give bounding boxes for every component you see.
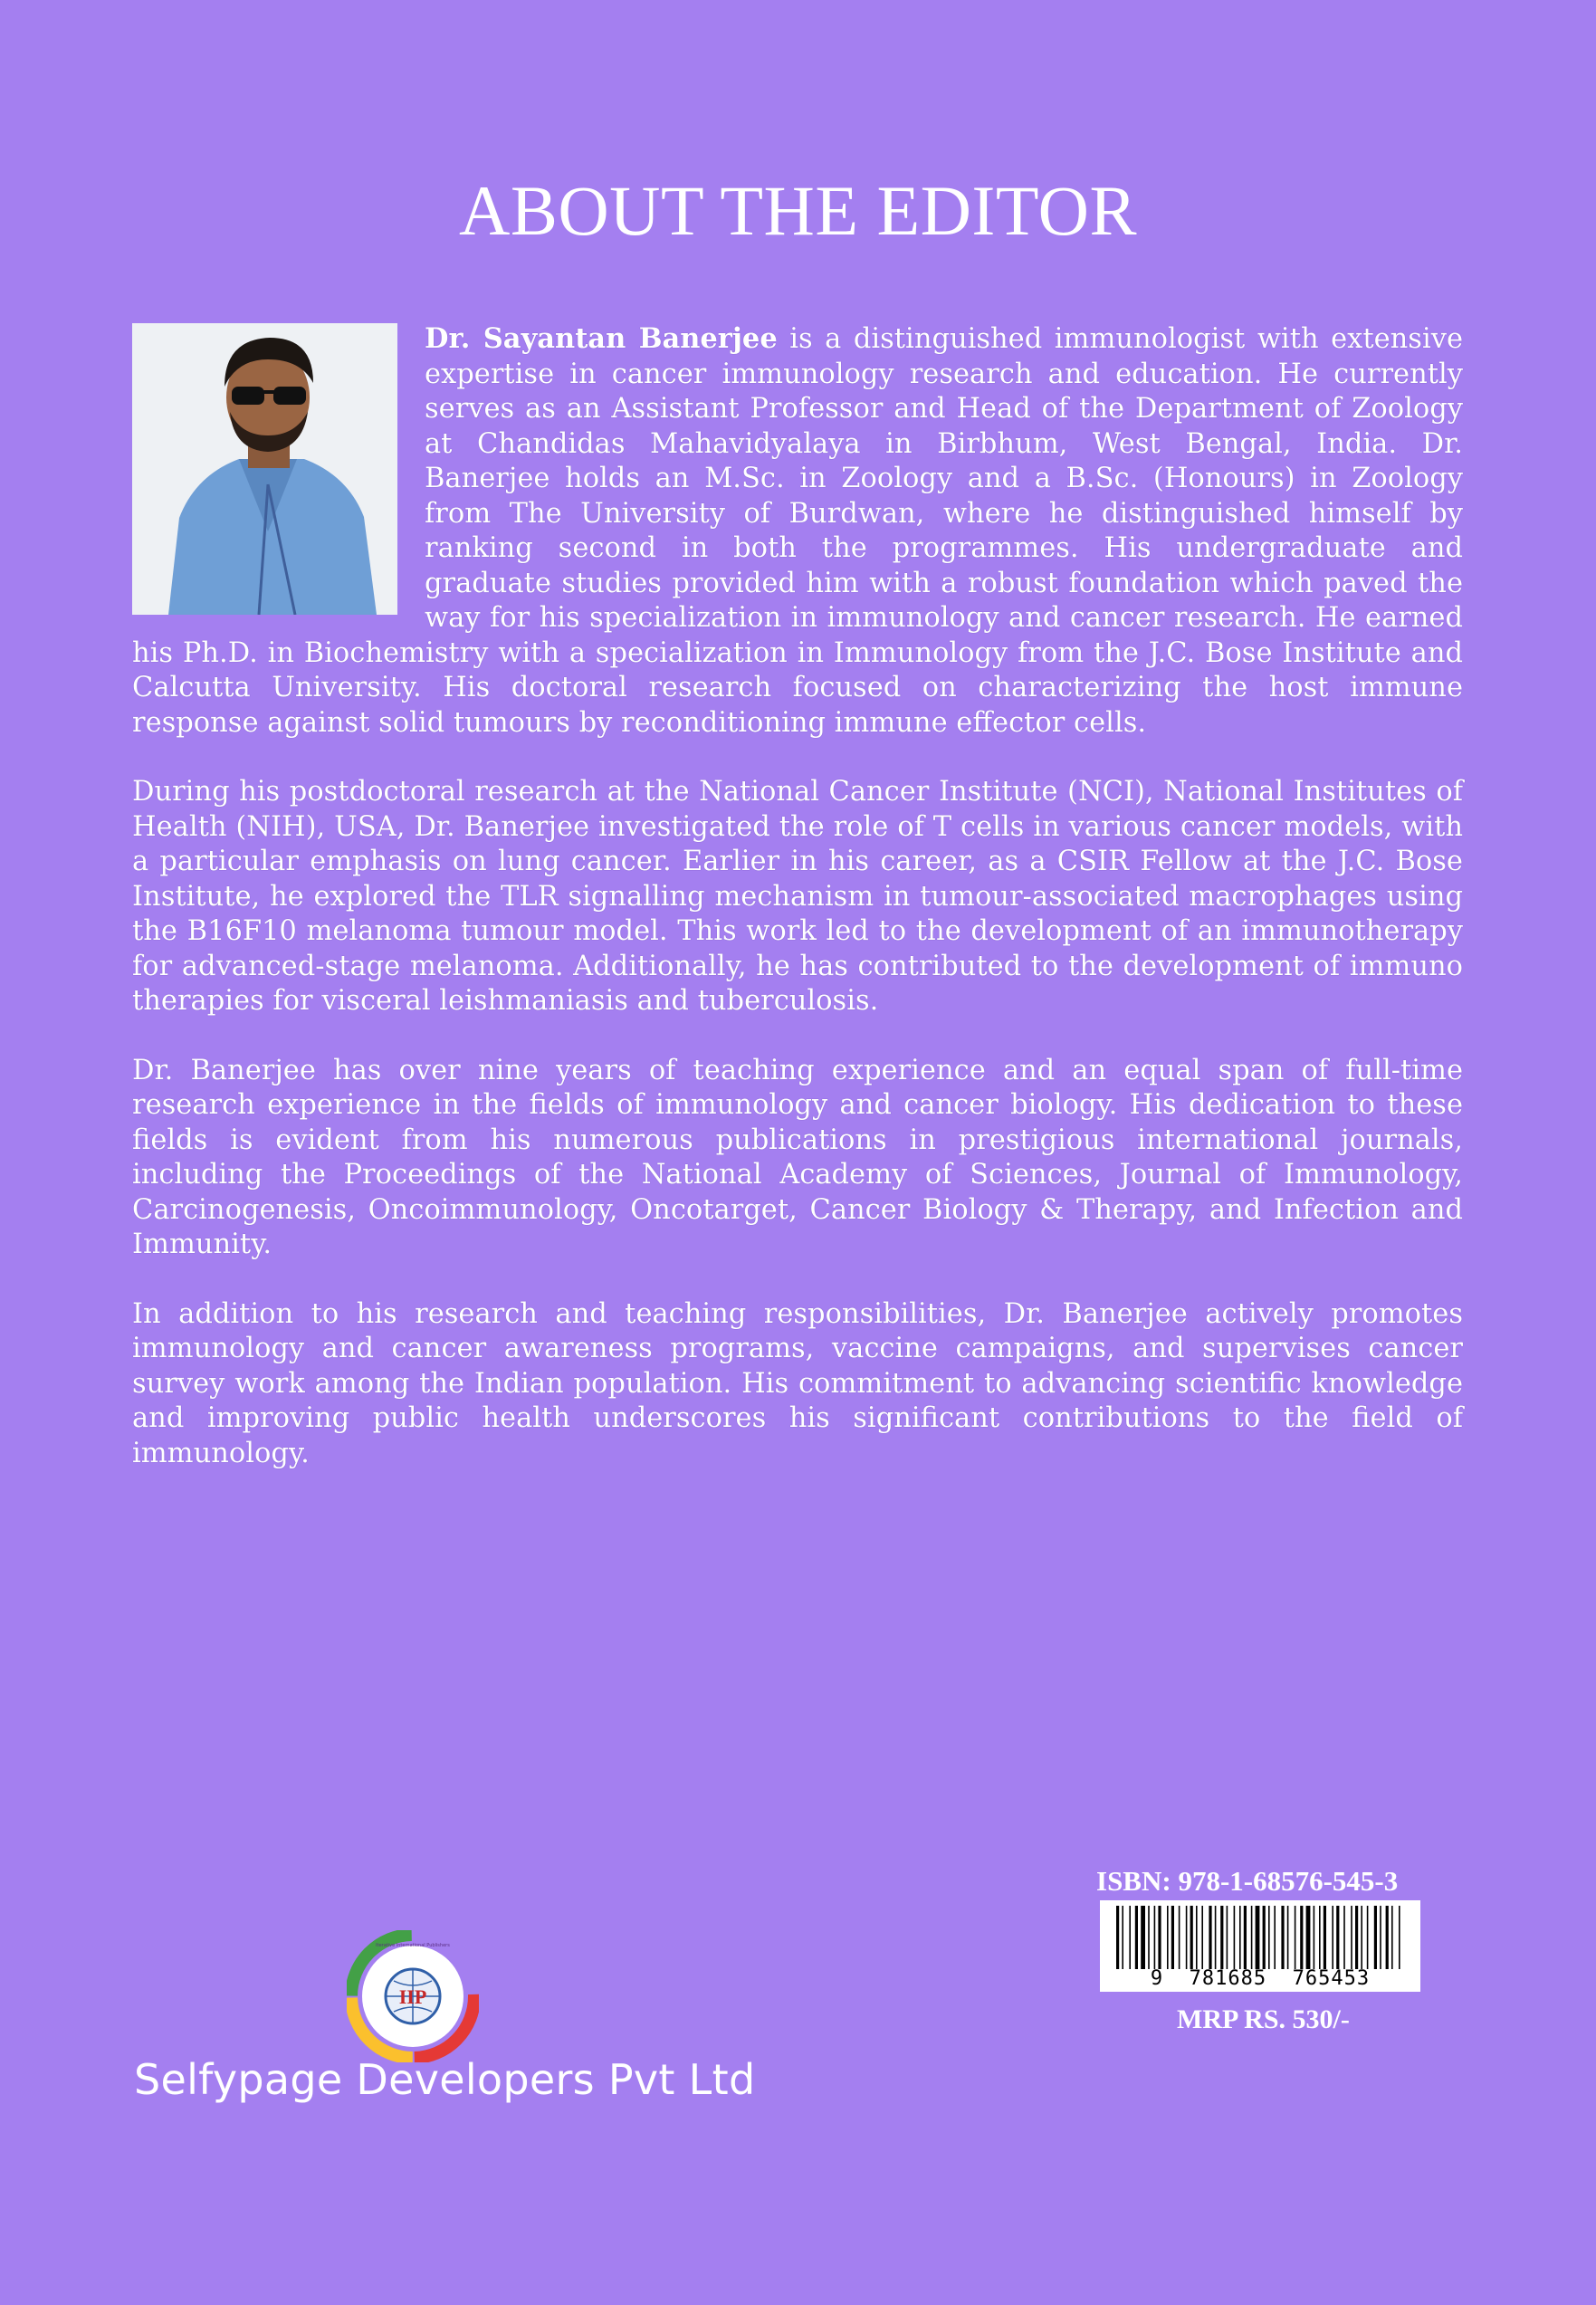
- barcode-bar: [1367, 1906, 1369, 1969]
- barcode-digits: 9 781685 765453: [1150, 1967, 1371, 1990]
- publisher-logo: [347, 1930, 479, 2062]
- barcode-bar: [1244, 1906, 1247, 1969]
- bio-paragraph-4: In addition to his research and teaching responsibilities, Dr. Banerjee actively promotes immunology and cancer awareness programs, vaccine campaigns, and supervises cancer survey work among the Indian population. His commitment to advancing scientific knowledge and improving public health underscores his significant contributions to the field of immunology.: [132, 1297, 1463, 1469]
- barcode-bar: [1171, 1906, 1174, 1969]
- barcode-bar: [1374, 1906, 1377, 1969]
- barcode-bar: [1116, 1906, 1119, 1969]
- barcode-bar: [1227, 1906, 1228, 1969]
- barcode-bar: [1186, 1906, 1188, 1969]
- bio-paragraph-1: [132, 321, 1463, 741]
- barcode-bar: [1263, 1906, 1266, 1969]
- barcode-bar: [1343, 1906, 1345, 1969]
- barcode-bar: [1399, 1906, 1400, 1969]
- isbn-barcode: [1100, 1900, 1420, 1992]
- barcode-bar: [1306, 1906, 1311, 1969]
- barcode-bar: [1295, 1906, 1296, 1969]
- barcode-bar: [1281, 1906, 1284, 1969]
- barcode-bars: [1100, 1906, 1420, 1976]
- barcode-bar: [1251, 1906, 1253, 1969]
- bio-paragraph-3: Dr. Banerjee has over nine years of teaching experience and an equal span of full-time research experience in the fields of immunology and cancer biology. His dedication to these fields is evident from his numerous publications in prestigious international journals, including the Proceedings of the National Academy of Sciences, Journal of Immunology, Carcinogenesis, Oncoimmunology, Oncotarget, Cancer Biology & Therapy, and Infection and Immunity.: [132, 1054, 1463, 1260]
- barcode-bar: [1122, 1906, 1123, 1969]
- barcode-bar: [1268, 1906, 1270, 1969]
- barcode-bar: [1220, 1906, 1223, 1969]
- price-label: MRP RS. 530/-: [1177, 2004, 1350, 2034]
- barcode-bar: [1380, 1906, 1381, 1969]
- logo-ring-text: Iterative International Publishers: [376, 1943, 450, 1948]
- barcode-bar: [1391, 1906, 1393, 1969]
- barcode-bar: [1332, 1906, 1333, 1969]
- barcode-bar: [1234, 1906, 1236, 1969]
- barcode-bar: [1386, 1906, 1389, 1969]
- barcode-bar: [1287, 1906, 1289, 1969]
- barcode-bar: [1324, 1906, 1326, 1969]
- barcode-bar: [1336, 1906, 1339, 1969]
- bio-paragraph-1-text: is a distinguished immunologist with extensive expertise in cancer immunology research and education. He currently serves as an Assistant Professor and Head of the Department of Zoology at Chandidas Mahavidyalaya in Birbhum, West Bengal, India. Dr. Banerjee holds an M.Sc. in Zoology and a B.Sc. (Honours) in Zoology from The University of Burdwan, where he distinguished himself by ranking second in both the programmes. His undergraduate and graduate studies provided him with a robust foundation which paved the way for his specialization in immunology and cancer research. He earned his Ph.D. in Biochemistry with a specialization in Immunology from the J.C. Bose Institute and Calcutta University. His doctoral research focused on characterizing the host immune response against solid tumours by reconditioning immune effector cells.: [132, 323, 1463, 739]
- barcode-bar: [1319, 1906, 1321, 1969]
- barcode-bar: [1201, 1906, 1203, 1969]
- barcode-bar: [1158, 1906, 1161, 1969]
- barcode-bar: [1209, 1906, 1211, 1969]
- barcode-bar: [1314, 1906, 1315, 1969]
- barcode-bar: [1167, 1906, 1169, 1969]
- barcode-bar: [1129, 1906, 1131, 1969]
- isbn-label: ISBN: 978-1-68576-545-3: [1096, 1865, 1399, 1897]
- logo-center-text: IIP: [398, 1985, 427, 2008]
- barcode-bar: [1190, 1906, 1193, 1969]
- page-title: ABOUT THE EDITOR: [459, 171, 1137, 250]
- editor-bio: [132, 321, 1463, 1506]
- editor-photo: [132, 323, 397, 615]
- barcode-bar: [1239, 1906, 1241, 1969]
- barcode-bar: [1274, 1906, 1276, 1969]
- barcode-bar: [1300, 1906, 1303, 1969]
- editor-portrait-image: [132, 323, 397, 615]
- barcode-bar: [1148, 1906, 1150, 1969]
- barcode-bar: [1179, 1906, 1180, 1969]
- publisher-name: Selfypage Developers Pvt Ltd: [134, 2055, 756, 2104]
- barcode-bar: [1196, 1906, 1198, 1969]
- barcode-bar: [1154, 1906, 1156, 1969]
- barcode-bar: [1135, 1906, 1138, 1969]
- barcode-bar: [1256, 1906, 1260, 1969]
- barcode-bar: [1141, 1906, 1145, 1969]
- barcode-bar: [1355, 1906, 1358, 1969]
- barcode-bar: [1215, 1906, 1217, 1969]
- barcode-bar: [1351, 1906, 1352, 1969]
- bio-paragraph-2: During his postdoctoral research at the National Cancer Institute (NCI), National Institutes of Health (NIH), USA, Dr. Banerjee investigated the role of T cells in various cancer models, with a particular emphasis on lung cancer. Earlier in his career, as a CSIR Fellow at the J.C. Bose Institute, he explored the TLR signalling mechanism in tumour-associated macrophages using the B16F10 melanoma tumour model. This work led to the development of an immunotherapy for advanced-stage melanoma. Additionally, he has contributed to the development of immuno therapies for visceral leishmaniasis and tuberculosis.: [132, 776, 1463, 1017]
- barcode-bar: [1361, 1906, 1362, 1969]
- editor-name: Dr. Sayantan Banerjee: [425, 322, 778, 355]
